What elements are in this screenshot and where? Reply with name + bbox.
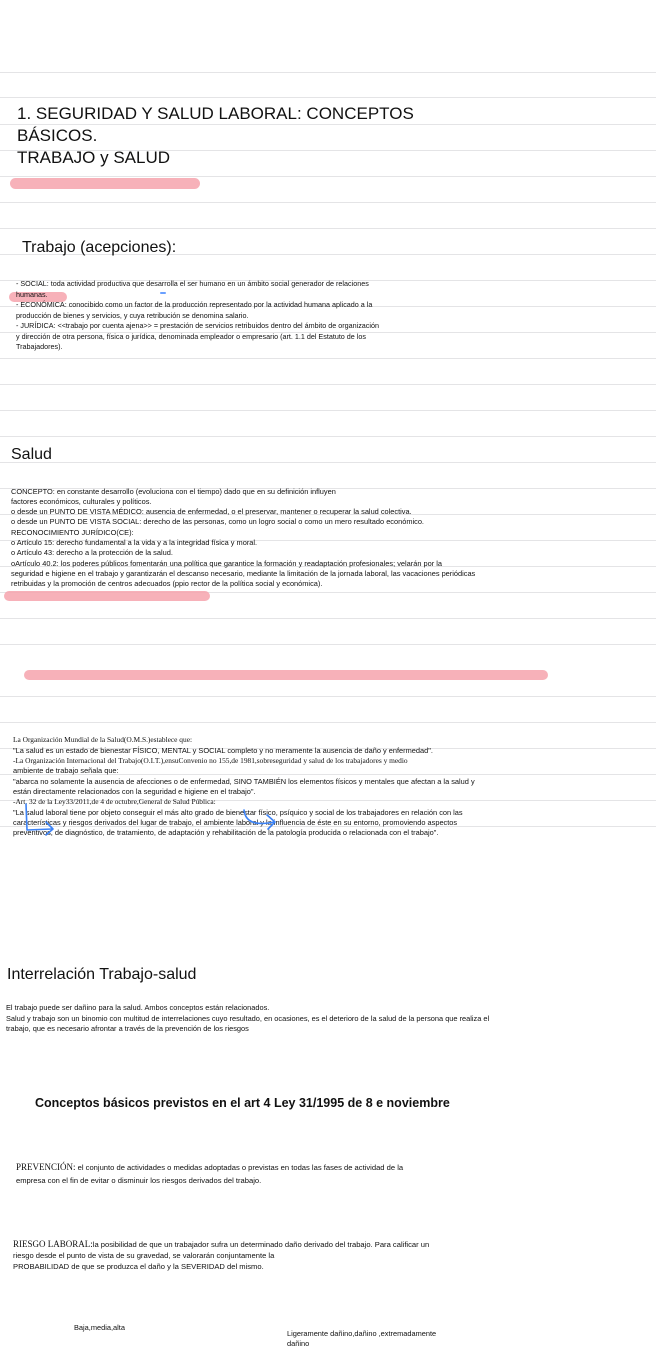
trabajo-line: - ECONÓMICA: conocibido como un factor de la producción representado por la actividad humana aplicado a la [16,300,373,309]
riesgo-def: PROBABILIDAD de que se produzca el daño y la SEVERIDAD del mismo. [13,1262,264,1272]
salud-line: o Artículo 43: derecho a la protección de la salud. [11,548,173,558]
severidad-line: Ligeramente dañino,dañino ,extremadamente [287,1329,437,1339]
oms-line: preventivos, de diagnóstico, de tratamiento, de adaptación y rehabilitación de la patología producida o relacionada con el trabajo". [13,828,439,838]
prevencion-definition [16,1161,646,1187]
oms-line: están directamente relacionados con la seguridad e higiene en el trabajo". [13,786,256,796]
oms-line: características y riesgos derivados del lugar de trabajo, el ambiente laboral y la influencia de éste en su entorno, promoviendo aspectos [13,817,458,827]
trabajo-line: - SOCIAL: toda actividad productiva que desarrolla el ser humano en un ámbito social generador de relaciones [16,279,369,288]
severidad-line: dañino [287,1339,310,1349]
interrelacion-line: Salud y trabajo son un binomio con multitud de interrelaciones cuyo resultado, en ocasiones, es el deterioro de la salud de la persona que realiza el [6,1013,490,1023]
trabajo-line: y dirección de otra persona, física o jurídica, denominada empleador o empresario (art. 1.1 del Estatuto de los [16,331,366,341]
arrow-probabilidad-icon [22,802,56,838]
oms-line: "La salud es un estado de bienestar FÍSICO, MENTAL y SOCIAL completo y no meramente la ausencia de daño y enfermedad". [13,745,433,755]
page-title [17,103,656,169]
riesgo-def: riesgo desde el punto de vista de su gravedad, se valorarán conjuntamente la [13,1251,275,1261]
trabajo-line: Trabajadores). [16,342,63,351]
oms-line: ambiente de trabajo señala que: [13,766,119,776]
oms-block [13,735,649,838]
prevencion-def: empresa con el fin de evitar o disminuir los riesgos derivados del trabajo. [16,1176,262,1186]
trabajo-heading: Trabajo (acepciones): [22,239,177,256]
riesgo-definition [13,1239,649,1272]
interrelacion-highlight [4,591,210,601]
salud-heading: Salud [11,445,52,463]
trabajo-definitions [16,279,646,353]
arrow-severidad-icon [240,806,282,836]
salud-line: RECONOCIMIENTO JURÍDICO(CE): [11,527,134,537]
oms-line: "La salud laboral tiene por objeto conseguir el más alto grado de bienestar físico, psíquico y social de los trabajadores en relación con las [13,807,463,817]
severidad-levels [287,1329,656,1349]
title-line-2: BÁSICOS. [17,126,98,145]
oms-line: La Organización Mundial de la Salud(O.M.S.)establece que: [13,735,193,745]
oms-line: "abarca no solamente la ausencia de afecciones o de enfermedad, SINO TAMBIÉN los elementos físicos y mentales que afectan a la salud y [13,776,475,786]
conceptos-heading: Conceptos básicos previstos en el art 4 Ley 31/1995 de 8 e noviembre [35,1096,450,1111]
salud-line: o desde un PUNTO DE VISTA MÉDICO: ausencia de enfermedad, o el preservar, mantener o recuperar la salud colectiva. [11,507,412,517]
interrelacion-line: trabajo, que es necesario afrontar a través de la prevención de los riesgos [6,1024,249,1034]
trabajo-line: humanas. [16,289,48,299]
riesgo-def: la posibilidad de que un trabajador sufra un determinado daño derivado del trabajo. Para calificar un [92,1240,430,1250]
salud-line: oArtículo 40.2: los poderes públicos fomentarán una política que garantice la formación y readaptación profesionales; velarán por la [11,558,442,568]
conceptos-highlight [24,670,548,680]
interrelacion-line: El trabajo puede ser dañino para la salud. Ambos conceptos están relacionados. [6,1003,270,1013]
interrelacion-heading: Interrelación Trabajo-salud [7,966,197,984]
prevencion-term: PREVENCIÓN: [16,1162,76,1173]
salud-line: o desde un PUNTO DE VISTA SOCIAL: derecho de las personas, como un logro social o como un mero resultado económico. [11,517,424,527]
salud-body [11,487,651,590]
riesgo-term: RIESGO LABORAL: [13,1239,93,1250]
title-subtitle: TRABAJO y SALUD [17,148,171,167]
interrelacion-body [6,1003,651,1034]
oms-line: -La Organización Internacional del Trabajo(O.I.T.),ensuConvenio no 155,de 1981,sobreseguridad y salud de los trabajadores y medio [13,756,408,766]
salud-line: seguridad e higiene en el trabajo y garantizarán el descanso necesario, mediante la limitación de la jornada laboral, las vacaciones periódicas [11,568,476,578]
title-line-1: 1. SEGURIDAD Y SALUD LABORAL: CONCEPTOS [17,104,414,123]
trabajo-line: producción de bienes y servicios, y cuya retribución se denomina salario. [16,310,249,320]
prevencion-def: el conjunto de actividades o medidas adoptadas o previstas en todas las fases de actividad de la [75,1163,404,1173]
probabilidad-levels: Baja,media,alta [74,1323,125,1333]
trabajo-highlight [10,178,200,189]
trabajo-line: - JURÍDICA: <<trabajo por cuenta ajena>> = prestación de servicios retribuidos dentro del ámbito de organización [16,321,379,330]
oms-line: -Art. 32 de la Ley33/2011,de 4 de octubre,General de Salud Pública: [13,797,216,807]
salud-line: factores económicos, culturales y políticos. [11,496,152,506]
salud-line: retribuidas y la promoción de centros adecuados (ppio rector de la política social y económica). [11,579,323,589]
salud-line: o Artículo 15: derecho fundamental a la vida y a la integridad física y moral. [11,537,258,547]
salud-line: CONCEPTO: en constante desarrollo (evoluciona con el tiempo) dado que en su definición influyen [11,486,336,496]
